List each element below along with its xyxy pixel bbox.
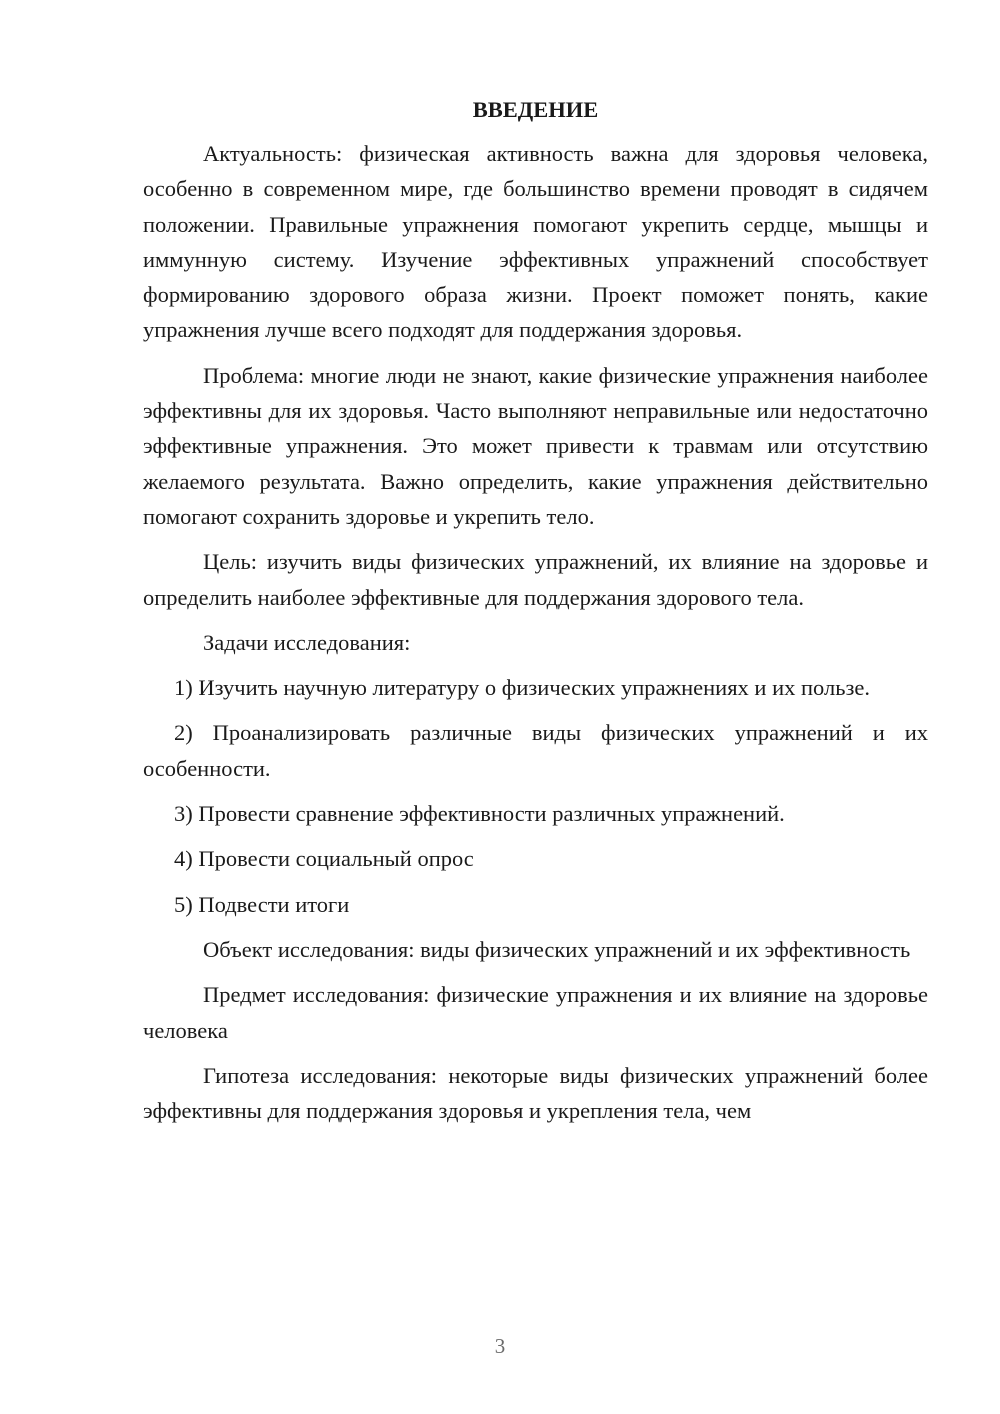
task-item-3: 3) Провести сравнение эффективности различных упражнений.	[174, 801, 785, 827]
task-item-4: 4) Провести социальный опрос	[174, 846, 474, 872]
task-item-2: 2) Проанализировать различные виды физических упражнений и их особенности.	[143, 720, 928, 781]
hypothesis-paragraph: Гипотеза исследования: некоторые виды физических упражнений более эффективны для поддержания здоровья и укрепления тела, чем	[143, 1062, 928, 1124]
problem-paragraph: Проблема: многие люди не знают, какие физические упражнения наиболее эффективны для их здоровья. Часто выполняют неправильные или недостаточно эффективные упражнения. Это может привести к травмам или отсутствию желаемого результата. Важно определить, какие упражнения действительно помогают сохранить здоровье и укрепить тело.	[143, 362, 928, 529]
task-item-5: 5) Подвести итоги	[174, 891, 350, 917]
task-item-1: 1) Изучить научную литературу о физических упражнениях и их пользе.	[174, 675, 870, 701]
relevance-paragraph: Актуальность: физическая активность важна для здоровья человека, особенно в современном мире, где большинство времени проводят в сидячем положении. Правильные упражнения помогают укрепить сердце, мышцы и иммунную систему. Изучение эффективных упражнений способствует формированию здорового образа жизни. Проект поможет понять, какие упражнения лучше всего подходят для поддержания здоровья.	[143, 141, 928, 343]
object-paragraph: Объект исследования: виды физических упражнений и их эффективность	[203, 936, 911, 962]
subject-paragraph: Предмет исследования: физические упражнения и их влияние на здоровье человека	[143, 982, 928, 1043]
document-page	[143, 92, 928, 1128]
page-number: 3	[494, 1334, 506, 1358]
goal-paragraph: Цель: изучить виды физических упражнений, их влияние на здоровье и определить наиболее эффективные для поддержания здорового тела.	[143, 549, 928, 610]
page-title: ВВЕДЕНИЕ	[472, 97, 599, 122]
tasks-title: Задачи исследования:	[203, 629, 411, 655]
